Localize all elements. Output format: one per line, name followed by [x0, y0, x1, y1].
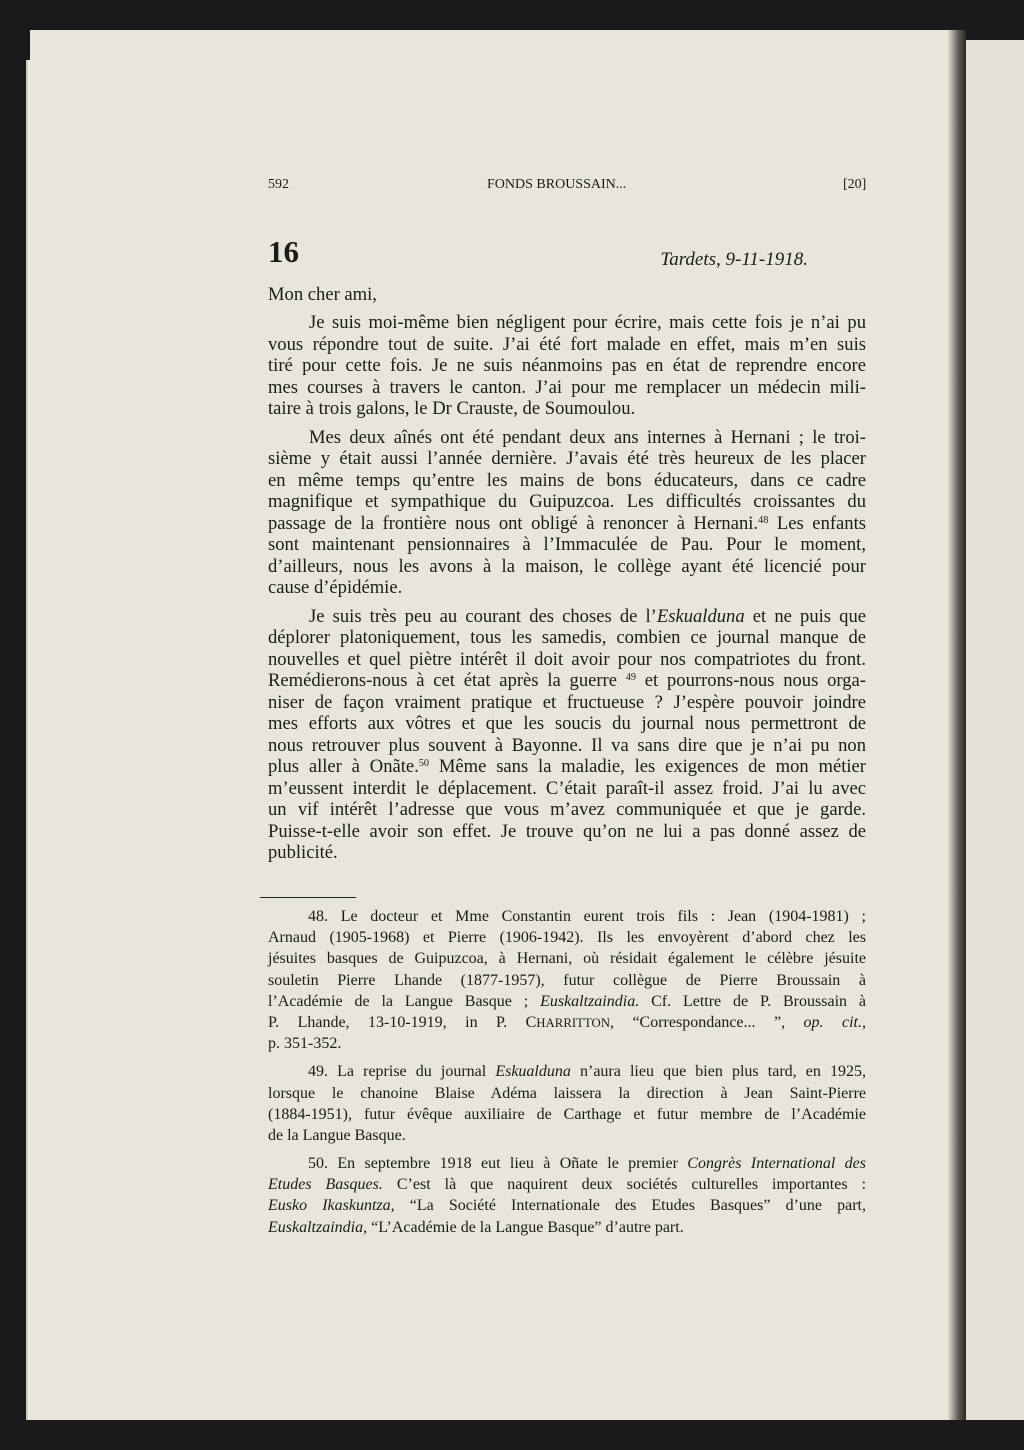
text-segment: n’aura lieu que bien plus tard, en 1925, — [570, 1063, 866, 1081]
text-segment: Congrès International des — [687, 1155, 866, 1173]
text-segment: , “Correspondance... ”, — [610, 1013, 804, 1031]
text-segment: P. Lhande, 13-10-1919, in P. C — [268, 1013, 537, 1031]
text-segment: en même temps qu’entre les mains de bons éducateurs, dans ce cadre — [268, 469, 866, 491]
footnote-line — [268, 1061, 866, 1082]
footnote-line — [268, 1083, 866, 1104]
text-segment: vous répondre tout de suite. J’ai été fort malade en effet, mais m’en suis — [268, 333, 866, 355]
text-segment: Eskualduna — [656, 605, 745, 627]
text-segment: mes courses à travers le canton. J’ai pour me remplacer un médecin mili- — [268, 376, 866, 398]
text-segment: C’est là que naquirent deux sociétés culturelles importantes : — [382, 1176, 867, 1194]
body-line — [268, 821, 866, 843]
text-segment: 48. Le docteur et Mme Constantin eurent trois fils : Jean (1904-1981) ; — [308, 908, 866, 925]
book-gutter — [948, 30, 966, 1420]
body-line — [268, 756, 866, 778]
body-line — [268, 312, 866, 334]
body-line — [268, 334, 866, 356]
text-segment: déplorer platoniquement, tous les samedis, combien ce journal manque de — [268, 627, 866, 648]
text-segment: de la Langue Basque. — [268, 1126, 406, 1144]
text-segment: Les enfants — [768, 512, 867, 534]
text-segment: 49. La reprise du journal — [308, 1063, 496, 1081]
body-line — [268, 577, 866, 599]
running-title: FONDS BROUSSAIN... — [487, 177, 627, 192]
text-segment: op. cit., — [803, 1013, 866, 1031]
body-line — [268, 398, 866, 420]
body-line — [268, 692, 866, 714]
body-line — [268, 556, 866, 578]
footnote-line — [268, 927, 866, 948]
footnote-line — [268, 1174, 866, 1195]
footnote-reference: 49 — [625, 671, 637, 683]
text-segment: Arnaud (1905-1968) et Pierre (1906-1942). Ils les envoyèrent d’abord chez les — [268, 929, 866, 947]
page-number: 592 — [268, 177, 289, 192]
text-segment: taire à trois galons, le Dr Crauste, de Soumoulou. — [268, 398, 636, 419]
text-segment: tiré pour cette fois. Je ne suis néanmoins pas en état de reprendre encore — [268, 355, 866, 376]
body-line — [268, 534, 866, 556]
salutation: Mon cher ami, — [268, 284, 377, 305]
text-segment: Je suis très peu au courant des choses de l’ — [309, 605, 657, 627]
text-segment: (1884-1951), futur évêque auxiliaire de Carthage et futur membre de l’Académie — [268, 1105, 866, 1123]
footnote-rule — [260, 897, 356, 898]
body-line — [268, 842, 866, 864]
text-segment: Je suis moi-même bien négligent pour écrire, mais cette fois je n’ai pu — [309, 312, 866, 333]
body-line — [268, 377, 866, 399]
text-segment: Mes deux aînés ont été pendant deux ans internes à Hernani ; le troi- — [309, 426, 866, 448]
text-segment: sont maintenant pensionnaires à l’Immaculée de Pau. Pour le moment, — [268, 534, 866, 555]
footnote-reference: 50 — [418, 757, 430, 769]
body-line — [268, 513, 866, 535]
text-segment: “L’Académie de la Langue Basque” d’autre part. — [367, 1218, 684, 1236]
body-line — [268, 448, 866, 470]
text-segment: Eusko Ikaskuntza, — [268, 1197, 395, 1215]
text-segment: Etudes Basques. — [268, 1176, 383, 1194]
facing-page — [966, 40, 1024, 1420]
text-segment: l’Académie de la Langue Basque ; — [268, 992, 541, 1010]
body-line — [268, 427, 866, 449]
text-segment: et pourrons-nous nous orga- — [636, 670, 866, 691]
text-segment: Euskaltzaindia. — [540, 992, 640, 1010]
text-segment: Euskaltzaindia, — [268, 1218, 368, 1236]
text-segment: HARRITTON — [536, 1015, 610, 1030]
body-line — [268, 355, 866, 377]
body-line — [268, 735, 866, 757]
text-segment: Cf. Lettre de P. Broussain à — [639, 992, 866, 1010]
text-segment: Remédierons-nous à cet état après la guerre — [268, 670, 626, 691]
footnote-line — [268, 991, 866, 1012]
body-line — [268, 713, 866, 735]
text-segment: niser de façon vraiment pratique et fructueuse ? J’espère pouvoir joindre — [268, 691, 866, 713]
text-segment: Même sans la maladie, les exigences de mon métier — [429, 756, 866, 777]
footnote-line — [268, 906, 866, 927]
text-segment: publicité. — [268, 842, 338, 863]
text-segment: Eskualduna — [495, 1063, 571, 1081]
text-segment: lorsque le chanoine Blaise Adéma laissera la direction à Jean Saint-Pierre — [268, 1084, 866, 1102]
text-segment: cause d’épidémie. — [268, 577, 403, 598]
body-line — [268, 606, 866, 628]
text-segment: jésuites basques de Guipuzcoa, à Hernani, où résidait également le célèbre jésuite — [268, 950, 866, 968]
body-line — [268, 778, 866, 800]
letter-number: 16 — [268, 234, 299, 269]
section-number: [20] — [843, 177, 867, 192]
text-segment: “La Société Internationale des Etudes Basques” d’une part, — [394, 1197, 866, 1215]
text-segment: d’ailleurs, nous les avons à la maison, le collège ayant été licencié pour — [268, 555, 866, 577]
text-segment: m’eussent interdit le déplacement. C’était paraît-il assez froid. J’ai lu avec — [268, 777, 866, 799]
text-segment: nous retrouver plus souvent à Bayonne. Il va sans dire que je n’ai pu non — [268, 734, 866, 756]
body-line — [268, 649, 866, 671]
footnote-line — [268, 1153, 866, 1174]
letter-body — [268, 312, 866, 864]
text-segment: nouvelles et quel piètre intérêt il doit avoir pour nos compatriotes du front. — [268, 648, 866, 670]
footnote-reference: 48 — [758, 514, 769, 526]
text-segment: magnifique et sympathique du Guipuzcoa. Les difficultés croissantes du — [268, 491, 866, 512]
footnote-line — [268, 1125, 866, 1146]
text-segment: sième y était aussi l’année dernière. J’avais été très heureux de les placer — [268, 448, 866, 469]
body-line — [268, 470, 866, 492]
text-segment: plus aller à Onãte. — [268, 756, 419, 777]
text-segment: p. 351-352. — [268, 1035, 342, 1053]
footnote-line — [268, 1033, 866, 1054]
footnote-line — [268, 1104, 866, 1125]
footnote-line — [268, 970, 866, 991]
body-line — [268, 670, 866, 692]
text-segment: passage de la frontière nous ont obligé à renoncer à Hernani. — [268, 512, 759, 534]
footnote-line — [268, 1012, 866, 1033]
body-line — [268, 491, 866, 513]
text-segment: mes efforts aux vôtres et que les soucis du journal nous permettront de — [268, 713, 866, 734]
footnote-line — [268, 1217, 866, 1238]
text-segment: Puisse-t-elle avoir son effet. Je trouve qu’on ne lui a pas donné assez de — [268, 820, 866, 842]
body-line — [268, 799, 866, 821]
text-segment: 50. En septembre 1918 eut lieu à Oñate le premier — [308, 1155, 688, 1173]
body-line — [268, 627, 866, 649]
footnote-line — [268, 948, 866, 969]
footnote-line — [268, 1195, 866, 1216]
text-segment: un vif intérêt l’adresse que vous m’avez communiquée et que je garde. — [268, 799, 866, 820]
text-segment: souletin Pierre Lhande (1877-1957), futur collègue de Pierre Broussain à — [268, 971, 866, 989]
letter-place-date: Tardets, 9-11-1918. — [660, 249, 808, 270]
text-segment: et ne puis que — [744, 605, 866, 627]
footnotes — [268, 906, 866, 1238]
